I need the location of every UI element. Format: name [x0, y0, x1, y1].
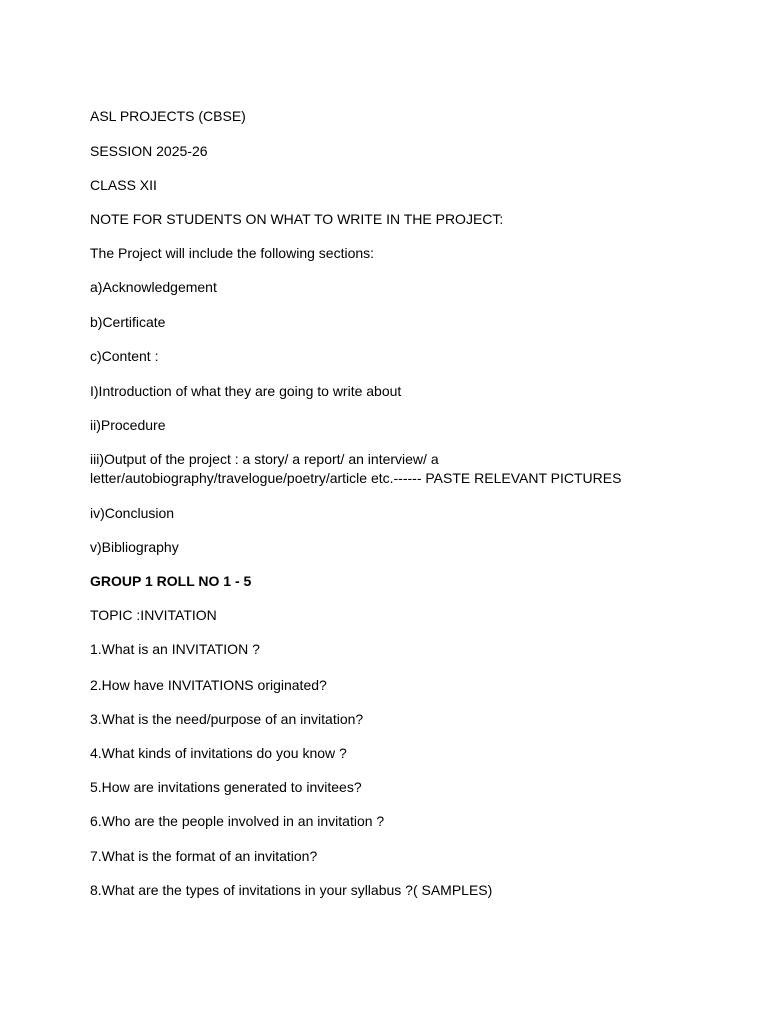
topic-label: TOPIC :INVITATION — [90, 607, 217, 623]
content-item-output-line2: letter/autobiography/travelogue/poetry/article etc.------ PASTE RELEVANT PICTURES — [90, 470, 622, 486]
content-item-output-line1: iii)Output of the project : a story/ a report/ an interview/ a — [90, 451, 439, 467]
question-item: 8.What are the types of invitations in your syllabus ?( SAMPLES) — [90, 882, 493, 898]
document-title: ASL PROJECTS (CBSE) — [90, 108, 246, 124]
class-label: CLASS XII — [90, 177, 157, 193]
content-item-introduction: I)Introduction of what they are going to write about — [90, 383, 402, 399]
sections-intro: The Project will include the following sections: — [90, 245, 375, 261]
content-item-conclusion: iv)Conclusion — [90, 505, 175, 521]
section-content: c)Content : — [90, 348, 159, 364]
question-item: 7.What is the format of an invitation? — [90, 848, 318, 864]
session-label: SESSION 2025-26 — [90, 143, 208, 159]
question-item: 6.Who are the people involved in an invitation ? — [90, 813, 385, 829]
content-item-procedure: ii)Procedure — [90, 417, 166, 433]
question-item: 4.What kinds of invitations do you know ? — [90, 745, 347, 761]
note-heading: NOTE FOR STUDENTS ON WHAT TO WRITE IN THE PROJECT: — [90, 211, 504, 227]
question-item: 1.What is an INVITATION ? — [90, 641, 260, 657]
question-item: 2.How have INVITATIONS originated? — [90, 677, 327, 693]
content-item-bibliography: v)Bibliography — [90, 539, 179, 555]
section-acknowledgement: a)Acknowledgement — [90, 279, 217, 295]
group-heading: GROUP 1 ROLL NO 1 - 5 — [90, 573, 252, 589]
question-item: 5.How are invitations generated to invitees? — [90, 779, 362, 795]
section-certificate: b)Certificate — [90, 314, 166, 330]
question-item: 3.What is the need/purpose of an invitation? — [90, 711, 364, 727]
